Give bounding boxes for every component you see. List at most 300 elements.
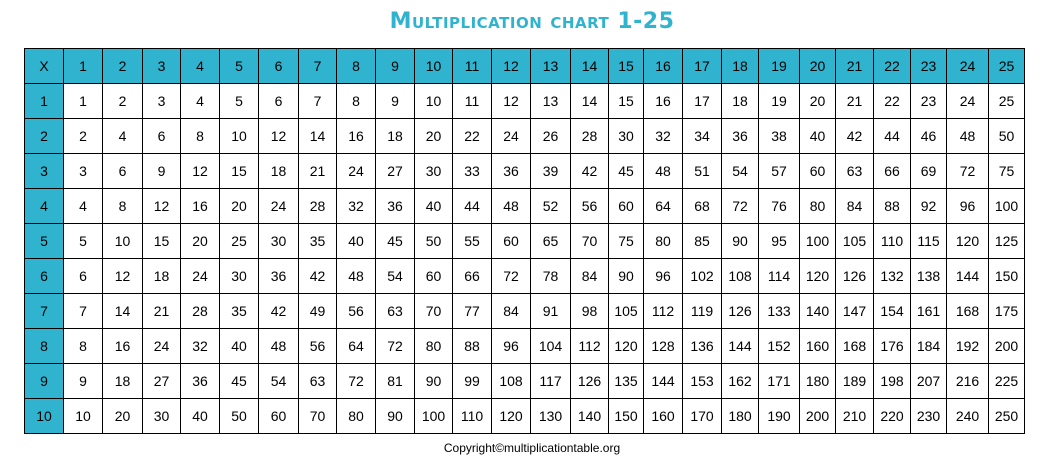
table-cell: 51	[683, 154, 722, 189]
table-cell: 80	[337, 399, 376, 434]
table-cell: 92	[911, 189, 947, 224]
row-header: 10	[25, 399, 64, 434]
table-cell: 27	[143, 364, 181, 399]
table-cell: 56	[337, 294, 376, 329]
table-cell: 36	[492, 154, 531, 189]
table-cell: 54	[376, 259, 415, 294]
row-header: 1	[25, 84, 64, 119]
table-cell: 220	[874, 399, 911, 434]
table-cell: 115	[911, 224, 947, 259]
table-cell: 24	[337, 154, 376, 189]
table-cell: 132	[874, 259, 911, 294]
table-cell: 96	[644, 259, 683, 294]
table-cell: 230	[911, 399, 947, 434]
row-header: 2	[25, 119, 64, 154]
copyright-footer: Copyright©multiplicationtable.org	[443, 441, 621, 455]
table-cell: 225	[989, 364, 1025, 399]
table-cell: 30	[609, 119, 644, 154]
table-cell: 1	[64, 84, 103, 119]
table-cell: 80	[800, 189, 836, 224]
table-cell: 34	[683, 119, 722, 154]
table-cell: 30	[415, 154, 453, 189]
table-cell: 35	[220, 294, 259, 329]
table-cell: 16	[337, 119, 376, 154]
table-row	[25, 189, 1025, 224]
column-header: 1	[64, 49, 103, 84]
table-cell: 90	[609, 259, 644, 294]
table-cell: 76	[759, 189, 800, 224]
table-cell: 36	[181, 364, 220, 399]
table-cell: 7	[64, 294, 103, 329]
table-cell: 44	[874, 119, 911, 154]
column-header: 16	[644, 49, 683, 84]
table-cell: 84	[492, 294, 531, 329]
table-cell: 32	[337, 189, 376, 224]
table-cell: 72	[722, 189, 759, 224]
table-cell: 36	[722, 119, 759, 154]
corner-cell: X	[25, 49, 64, 84]
table-cell: 7	[299, 84, 337, 119]
row-header: 4	[25, 189, 64, 224]
table-cell: 105	[609, 294, 644, 329]
table-row	[25, 84, 1025, 119]
table-cell: 160	[644, 399, 683, 434]
table-cell: 6	[143, 119, 181, 154]
table-cell: 136	[683, 329, 722, 364]
table-cell: 14	[103, 294, 143, 329]
table-cell: 48	[259, 329, 299, 364]
table-cell: 25	[220, 224, 259, 259]
table-cell: 99	[453, 364, 492, 399]
table-cell: 102	[683, 259, 722, 294]
table-cell: 192	[947, 329, 989, 364]
table-cell: 18	[376, 119, 415, 154]
column-header: 18	[722, 49, 759, 84]
table-cell: 10	[103, 224, 143, 259]
table-cell: 20	[415, 119, 453, 154]
table-cell: 54	[722, 154, 759, 189]
table-body	[25, 84, 1025, 434]
table-cell: 28	[571, 119, 609, 154]
table-cell: 20	[181, 224, 220, 259]
table-cell: 198	[874, 364, 911, 399]
table-cell: 16	[103, 329, 143, 364]
table-cell: 110	[453, 399, 492, 434]
table-cell: 24	[181, 259, 220, 294]
table-cell: 250	[989, 399, 1025, 434]
table-cell: 12	[492, 84, 531, 119]
table-cell: 2	[103, 84, 143, 119]
table-cell: 42	[836, 119, 874, 154]
table-cell: 24	[259, 189, 299, 224]
table-cell: 50	[415, 224, 453, 259]
table-row	[25, 364, 1025, 399]
table-cell: 25	[989, 84, 1025, 119]
table-row	[25, 259, 1025, 294]
table-cell: 125	[989, 224, 1025, 259]
column-header: 7	[299, 49, 337, 84]
row-header: 3	[25, 154, 64, 189]
column-header: 14	[571, 49, 609, 84]
table-cell: 3	[64, 154, 103, 189]
table-cell: 100	[415, 399, 453, 434]
table-cell: 15	[220, 154, 259, 189]
row-header: 8	[25, 329, 64, 364]
table-row	[25, 224, 1025, 259]
table-cell: 14	[571, 84, 609, 119]
row-header: 5	[25, 224, 64, 259]
table-cell: 8	[181, 119, 220, 154]
table-cell: 5	[64, 224, 103, 259]
table-cell: 88	[453, 329, 492, 364]
table-cell: 9	[376, 84, 415, 119]
table-cell: 140	[800, 294, 836, 329]
table-cell: 108	[492, 364, 531, 399]
table-cell: 60	[492, 224, 531, 259]
column-header: 12	[492, 49, 531, 84]
table-cell: 63	[299, 364, 337, 399]
table-cell: 60	[609, 189, 644, 224]
table-cell: 240	[947, 399, 989, 434]
table-cell: 20	[220, 189, 259, 224]
table-cell: 18	[143, 259, 181, 294]
table-cell: 11	[453, 84, 492, 119]
table-cell: 18	[103, 364, 143, 399]
table-cell: 126	[722, 294, 759, 329]
table-cell: 30	[220, 259, 259, 294]
table-cell: 27	[376, 154, 415, 189]
table-cell: 54	[259, 364, 299, 399]
table-cell: 72	[337, 364, 376, 399]
table-cell: 3	[143, 84, 181, 119]
table-cell: 10	[220, 119, 259, 154]
table-cell: 180	[800, 364, 836, 399]
table-cell: 16	[644, 84, 683, 119]
table-cell: 9	[64, 364, 103, 399]
table-cell: 56	[299, 329, 337, 364]
table-cell: 152	[759, 329, 800, 364]
table-cell: 30	[259, 224, 299, 259]
column-header: 21	[836, 49, 874, 84]
table-row	[25, 294, 1025, 329]
table-cell: 32	[644, 119, 683, 154]
table-cell: 24	[492, 119, 531, 154]
table-cell: 75	[609, 224, 644, 259]
table-cell: 77	[453, 294, 492, 329]
table-cell: 90	[415, 364, 453, 399]
table-cell: 110	[874, 224, 911, 259]
table-cell: 26	[531, 119, 571, 154]
table-cell: 24	[947, 84, 989, 119]
row-header: 6	[25, 259, 64, 294]
table-cell: 175	[989, 294, 1025, 329]
multiplication-table	[24, 48, 1025, 434]
table-cell: 98	[571, 294, 609, 329]
column-header: 22	[874, 49, 911, 84]
column-header: 9	[376, 49, 415, 84]
table-cell: 108	[722, 259, 759, 294]
table-cell: 72	[947, 154, 989, 189]
table-cell: 36	[376, 189, 415, 224]
table-cell: 72	[376, 329, 415, 364]
table-cell: 49	[299, 294, 337, 329]
table-row	[25, 329, 1025, 364]
table-cell: 88	[874, 189, 911, 224]
table-cell: 200	[800, 399, 836, 434]
table-cell: 4	[181, 84, 220, 119]
table-cell: 90	[376, 399, 415, 434]
table-cell: 189	[836, 364, 874, 399]
column-header: 6	[259, 49, 299, 84]
table-cell: 30	[143, 399, 181, 434]
table-cell: 50	[989, 119, 1025, 154]
column-header: 23	[911, 49, 947, 84]
table-cell: 66	[874, 154, 911, 189]
table-cell: 32	[181, 329, 220, 364]
table-cell: 160	[800, 329, 836, 364]
table-cell: 140	[571, 399, 609, 434]
table-cell: 150	[989, 259, 1025, 294]
table-cell: 21	[299, 154, 337, 189]
table-cell: 8	[337, 84, 376, 119]
table-cell: 170	[683, 399, 722, 434]
table-cell: 96	[947, 189, 989, 224]
table-cell: 42	[571, 154, 609, 189]
table-cell: 36	[259, 259, 299, 294]
table-cell: 12	[143, 189, 181, 224]
table-cell: 28	[299, 189, 337, 224]
table-cell: 168	[836, 329, 874, 364]
table-cell: 35	[299, 224, 337, 259]
table-cell: 200	[989, 329, 1025, 364]
table-cell: 28	[181, 294, 220, 329]
table-row	[25, 119, 1025, 154]
table-cell: 40	[181, 399, 220, 434]
table-cell: 44	[453, 189, 492, 224]
table-cell: 50	[220, 399, 259, 434]
table-cell: 60	[415, 259, 453, 294]
table-cell: 64	[337, 329, 376, 364]
table-cell: 117	[531, 364, 571, 399]
table-cell: 20	[103, 399, 143, 434]
table-cell: 40	[800, 119, 836, 154]
table-cell: 120	[800, 259, 836, 294]
table-cell: 168	[947, 294, 989, 329]
table-cell: 150	[609, 399, 644, 434]
table-cell: 9	[143, 154, 181, 189]
table-cell: 46	[911, 119, 947, 154]
table-cell: 144	[947, 259, 989, 294]
table-row	[25, 154, 1025, 189]
table-cell: 84	[571, 259, 609, 294]
table-cell: 55	[453, 224, 492, 259]
table-cell: 154	[874, 294, 911, 329]
table-cell: 40	[415, 189, 453, 224]
table-cell: 45	[376, 224, 415, 259]
table-cell: 144	[644, 364, 683, 399]
table-cell: 17	[683, 84, 722, 119]
table-cell: 21	[836, 84, 874, 119]
table-cell: 105	[836, 224, 874, 259]
table-cell: 130	[531, 399, 571, 434]
table-cell: 2	[64, 119, 103, 154]
table-cell: 40	[220, 329, 259, 364]
table-cell: 144	[722, 329, 759, 364]
table-cell: 5	[220, 84, 259, 119]
table-cell: 15	[609, 84, 644, 119]
table-cell: 138	[911, 259, 947, 294]
table-cell: 12	[103, 259, 143, 294]
table-cell: 42	[299, 259, 337, 294]
table-cell: 12	[181, 154, 220, 189]
table-cell: 171	[759, 364, 800, 399]
table-cell: 207	[911, 364, 947, 399]
table-cell: 70	[571, 224, 609, 259]
page-title: Multiplication chart 1-25	[389, 9, 675, 34]
table-cell: 120	[947, 224, 989, 259]
table-cell: 114	[759, 259, 800, 294]
table-cell: 33	[453, 154, 492, 189]
table-cell: 190	[759, 399, 800, 434]
row-header: 7	[25, 294, 64, 329]
table-cell: 6	[64, 259, 103, 294]
column-header: 24	[947, 49, 989, 84]
table-cell: 96	[492, 329, 531, 364]
table-cell: 10	[415, 84, 453, 119]
table-cell: 104	[531, 329, 571, 364]
table-cell: 22	[453, 119, 492, 154]
table-cell: 128	[644, 329, 683, 364]
table-cell: 15	[143, 224, 181, 259]
table-cell: 39	[531, 154, 571, 189]
row-header: 9	[25, 364, 64, 399]
column-header: 15	[609, 49, 644, 84]
table-cell: 80	[415, 329, 453, 364]
column-header: 25	[989, 49, 1025, 84]
table-cell: 24	[143, 329, 181, 364]
table-cell: 45	[220, 364, 259, 399]
table-cell: 64	[644, 189, 683, 224]
table-cell: 162	[722, 364, 759, 399]
table-cell: 70	[299, 399, 337, 434]
column-header: 3	[143, 49, 181, 84]
column-header: 4	[181, 49, 220, 84]
table-cell: 4	[64, 189, 103, 224]
table-cell: 126	[836, 259, 874, 294]
table-cell: 210	[836, 399, 874, 434]
table-cell: 52	[531, 189, 571, 224]
table-cell: 57	[759, 154, 800, 189]
table-cell: 4	[103, 119, 143, 154]
table-cell: 48	[337, 259, 376, 294]
header-row	[25, 49, 1025, 84]
table-cell: 120	[609, 329, 644, 364]
table-cell: 135	[609, 364, 644, 399]
table-cell: 10	[64, 399, 103, 434]
table-cell: 48	[644, 154, 683, 189]
table-cell: 112	[644, 294, 683, 329]
table-cell: 14	[299, 119, 337, 154]
table-cell: 147	[836, 294, 874, 329]
column-header: 2	[103, 49, 143, 84]
table-cell: 70	[415, 294, 453, 329]
table-cell: 81	[376, 364, 415, 399]
table-cell: 80	[644, 224, 683, 259]
table-cell: 161	[911, 294, 947, 329]
table-cell: 63	[376, 294, 415, 329]
table-cell: 180	[722, 399, 759, 434]
table-cell: 60	[800, 154, 836, 189]
table-cell: 48	[492, 189, 531, 224]
table-cell: 120	[492, 399, 531, 434]
column-header: 13	[531, 49, 571, 84]
table-cell: 66	[453, 259, 492, 294]
table-cell: 90	[722, 224, 759, 259]
table-cell: 23	[911, 84, 947, 119]
table-cell: 85	[683, 224, 722, 259]
table-cell: 69	[911, 154, 947, 189]
table-cell: 112	[571, 329, 609, 364]
table-cell: 72	[492, 259, 531, 294]
table-cell: 133	[759, 294, 800, 329]
table-cell: 8	[64, 329, 103, 364]
table-cell: 42	[259, 294, 299, 329]
table-cell: 91	[531, 294, 571, 329]
column-header: 10	[415, 49, 453, 84]
table-cell: 184	[911, 329, 947, 364]
table-cell: 22	[874, 84, 911, 119]
table-cell: 6	[259, 84, 299, 119]
table-cell: 18	[722, 84, 759, 119]
table-cell: 45	[609, 154, 644, 189]
column-header: 5	[220, 49, 259, 84]
table-cell: 65	[531, 224, 571, 259]
table-cell: 38	[759, 119, 800, 154]
table-cell: 63	[836, 154, 874, 189]
table-cell: 16	[181, 189, 220, 224]
table-cell: 100	[800, 224, 836, 259]
table-cell: 60	[259, 399, 299, 434]
table-cell: 153	[683, 364, 722, 399]
table-cell: 21	[143, 294, 181, 329]
column-header: 17	[683, 49, 722, 84]
column-header: 11	[453, 49, 492, 84]
table-cell: 126	[571, 364, 609, 399]
table-cell: 68	[683, 189, 722, 224]
column-header: 19	[759, 49, 800, 84]
table-cell: 19	[759, 84, 800, 119]
table-cell: 78	[531, 259, 571, 294]
table-cell: 20	[800, 84, 836, 119]
table-cell: 95	[759, 224, 800, 259]
table-cell: 40	[337, 224, 376, 259]
column-header: 8	[337, 49, 376, 84]
column-header: 20	[800, 49, 836, 84]
table-cell: 13	[531, 84, 571, 119]
table-cell: 216	[947, 364, 989, 399]
table-cell: 48	[947, 119, 989, 154]
table-cell: 56	[571, 189, 609, 224]
table-cell: 75	[989, 154, 1025, 189]
table-cell: 18	[259, 154, 299, 189]
table-cell: 119	[683, 294, 722, 329]
table-row	[25, 399, 1025, 434]
table-cell: 8	[103, 189, 143, 224]
table-cell: 12	[259, 119, 299, 154]
table-cell: 84	[836, 189, 874, 224]
table-cell: 176	[874, 329, 911, 364]
table-cell: 100	[989, 189, 1025, 224]
